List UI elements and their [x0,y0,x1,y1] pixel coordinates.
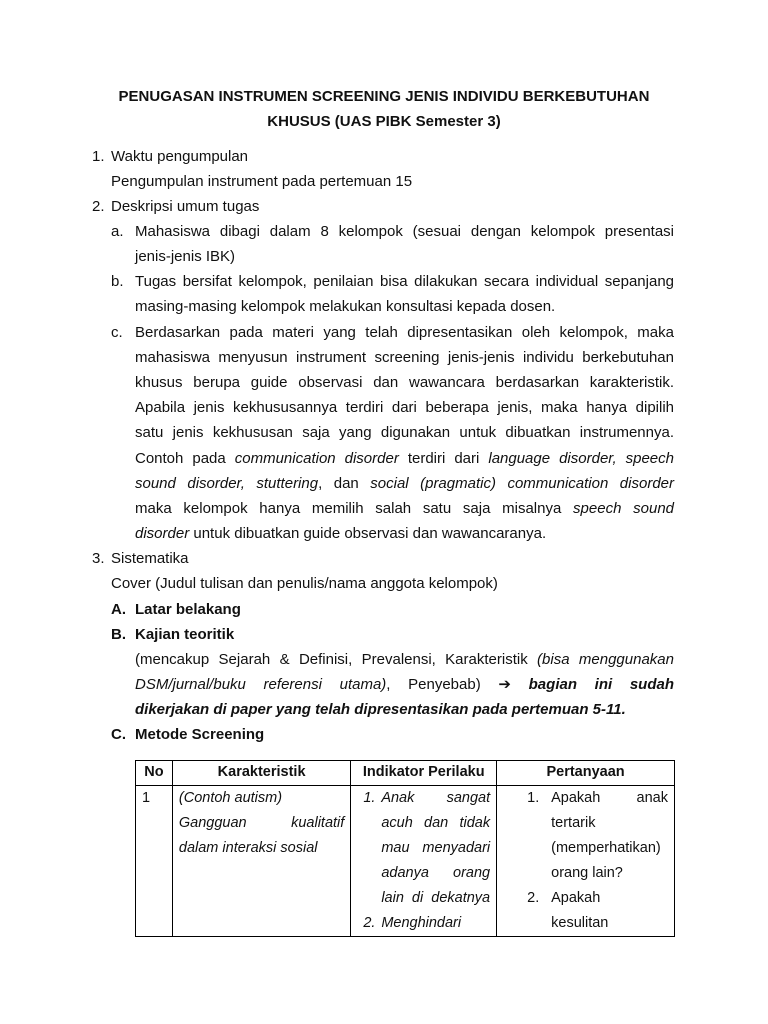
document-title-line2: KHUSUS (UAS PIBK Semester 3) [267,113,501,130]
cell-no [136,786,173,937]
pertanyaan-line: tertarik [551,815,596,831]
indikator-line [357,786,490,811]
item-c-line6 [135,446,674,471]
row-number: 1 [142,790,151,806]
item-c-line4: Apabila jenis kekhususannya terdiri dari beberapa jenis, maka hanya dipilih [135,399,674,416]
item-c-line2: mahasiswa menyusun instrument screening jenis-jenis individu berkebutuhan [135,349,674,366]
italic-term: speech sound [573,500,674,517]
italic-term: DSM/jurnal/buku referensi utama) [135,676,387,693]
text-run: Apakah anak [551,790,668,806]
item-c-line5: satu jenis kekhususan saja yang digunakan untuk dibuatkan instrumennya. [135,424,674,441]
subsection-b-label: B. [111,626,126,643]
text-run: , Penyebab) [386,676,499,693]
header-karakteristik: Karakteristik [172,761,350,786]
bold-italic-text: bagian ini sudah [510,676,675,693]
section3-number: 3. [92,550,105,567]
table-header-row [136,761,675,786]
cell-indikator [351,786,497,937]
pertanyaan-line: kesulitan [551,915,609,931]
italic-term: communication disorder [234,450,399,467]
text-run: maka kelompok hanya memilih salah satu saja misalnya [135,500,574,517]
list-number: 2. [527,890,540,906]
subsection-b-heading: Kajian teoritik [135,626,235,643]
text-run: Anak sangat [381,790,491,806]
subsection-a-heading: Latar belakang [135,601,241,618]
italic-term: sound disorder, stuttering [135,475,319,492]
text-run: untuk dibuatkan guide observasi dan wawancaranya. [189,525,547,542]
text-run: Contoh pada [135,450,235,467]
karakteristik-line: Gangguan kualitatif [178,815,345,831]
text-run: Menghindari [381,915,462,931]
indikator-line: adanya orang [381,865,491,881]
karakteristik-line: dalam interaksi sosial [178,840,318,856]
item-b-line2: masing-masing kelompok melakukan konsultasi kepada dosen. [135,298,556,315]
header-indikator: Indikator Perilaku [351,761,497,786]
karakteristik-line: (Contoh autism) [178,790,283,806]
header-no: No [136,761,173,786]
cell-karakteristik [172,786,350,937]
arrow-icon: ➔ [498,676,511,693]
section1-text: Pengumpulan instrument pada pertemuan 15 [111,173,413,190]
italic-term: language disorder, speech [488,450,674,467]
cover-text: Cover (Judul tulisan dan penulis/nama anggota kelompok) [111,575,498,592]
section1-number: 1. [92,148,105,165]
subsection-b-line3: dikerjakan di paper yang telah dipresentasikan pada pertemuan 5-11. [135,701,626,718]
subsection-b-line2 [135,672,674,697]
item-a-line2: jenis-jenis IBK) [135,248,236,265]
indikator-line: acuh dan tidak [381,815,491,831]
list-number: 2. [363,915,376,931]
document-title-line1: PENUGASAN INSTRUMEN SCREENING JENIS INDIVIDU BERKEBUTUHAN [118,88,650,105]
pertanyaan-line: orang lain? [551,865,623,881]
text-run: Apakah [551,890,601,906]
subsection-c-label: C. [111,726,126,743]
table-row [136,786,675,937]
cell-pertanyaan [497,786,675,937]
list-number: 1. [363,790,376,806]
item-b-label: b. [111,273,124,290]
subsection-a-label: A. [111,601,126,618]
text-run: (mencakup Sejarah & Definisi, Prevalensi, Karakteristik [135,651,538,668]
subsection-c-heading: Metode Screening [135,726,265,743]
indikator-line: mau menyadari [381,840,491,856]
text-run: terdiri dari [398,450,489,467]
pertanyaan-line: (memperhatikan) [551,840,661,856]
italic-term: disorder [135,525,190,542]
item-c-line9 [135,521,674,546]
item-c-line7 [135,471,674,496]
pertanyaan-line [503,886,668,911]
pertanyaan-line [503,786,668,811]
italic-term: (bisa menggunakan [537,651,674,668]
item-b-line1: Tugas bersifat kelompok, penilaian bisa dilakukan secara individual sepanjang [135,273,674,290]
section3-heading: Sistematika [111,550,189,567]
item-a-line1: Mahasiswa dibagi dalam 8 kelompok (sesuai dengan kelompok presentasi [135,223,674,240]
subsection-b-line1 [135,647,674,672]
indikator-line [357,911,490,936]
item-c-line3: khusus berupa guide observasi dan wawancara berdasarkan karakteristik. [135,374,674,391]
item-c-line1: Berdasarkan pada materi yang telah dipresentasikan oleh kelompok, maka [135,324,674,341]
item-c-line8 [135,496,674,521]
section2-heading: Deskripsi umum tugas [111,198,260,215]
italic-term: social (pragmatic) communication disorder [370,475,674,492]
item-c-label: c. [111,324,123,341]
indikator-line: lain di dekatnya [381,890,491,906]
text-run: , dan [318,475,371,492]
item-a-label: a. [111,223,124,240]
screening-table [135,760,675,937]
section2-number: 2. [92,198,105,215]
section1-heading: Waktu pengumpulan [111,148,249,165]
header-pertanyaan: Pertanyaan [497,761,675,786]
list-number: 1. [527,790,540,806]
